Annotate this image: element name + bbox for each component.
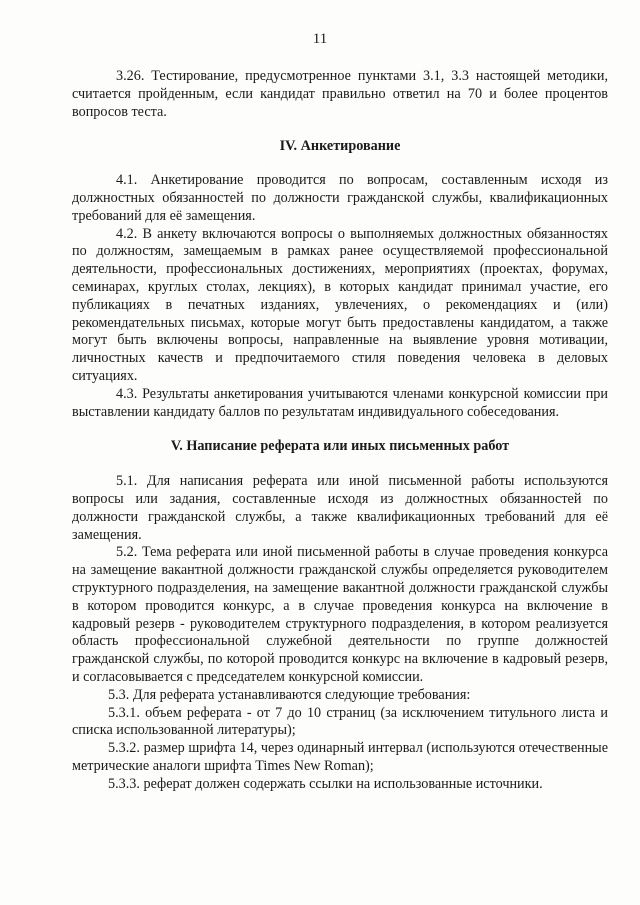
- paragraph-4-3: 4.3. Результаты анкетирования учитываются членами конкурсной комиссии при выставлении кандидату баллов по результатам индивидуального собеседования.: [72, 385, 608, 420]
- paragraph-5-3: 5.3. Для реферата устанавливаются следующие требования:: [108, 686, 471, 703]
- page-number: 11: [312, 31, 328, 47]
- paragraph-3-26: 3.26. Тестирование, предусмотренное пунктами 3.1, 3.3 настоящей методики, считается пройденным, если кандидат правильно ответил на 70 и более процентов вопросов теста.: [72, 68, 608, 120]
- paragraph-5-1: 5.1. Для написания реферата или иной письменной работы используются вопросы или задания, составленные исходя из должностных обязанностей по должности гражданской службы, а также квалификационных требований для её замещения.: [72, 473, 608, 543]
- paragraph-5-2: 5.2. Тема реферата или иной письменной работы в случае проведения конкурса на замещение вакантной должности гражданской службы определяется руководителем структурного подразделения, на замещение вакантной должности гражданской службы в котором проводится конкурс, а в случае проведения конкурса на включение в кадровый резерв - руководителем структурного подразделения, в котором реализуется область профессиональной служебной деятельности по группе должностей гражданской службы, по которой проводится конкурс на включение в кадровый резерв, и согласовывается с председателем конкурсной комиссии.: [72, 544, 608, 685]
- document-body: [72, 68, 608, 793]
- paragraph-5-3-3: 5.3.3. реферат должен содержать ссылки на использованные источники.: [108, 775, 543, 792]
- paragraph-4-2: 4.2. В анкету включаются вопросы о выполняемых должностных обязанностях по должностям, замещаемым в рамках ранее осуществляемой профессиональной деятельности, профессиональных достижениях, мероприятиях (проектах, форумах, семинарах, круглых столах, лекциях), в которых кандидат принимал участие, его публикациях в печатных изданиях, увлечениях, о рекомендациях и (или) рекомендательных письмах, которые могут быть предоставлены кандидатом, а также могут быть включены вопросы, направленные на выявление уровня мотивации, личностных качеств и предпочитаемого стиля поведения человека в деловых ситуациях.: [72, 225, 608, 384]
- section-5-heading: V. Написание реферата или иных письменных работ: [170, 438, 510, 455]
- section-4-heading: IV. Анкетирование: [279, 138, 401, 155]
- paragraph-5-3-1: 5.3.1. объем реферата - от 7 до 10 страниц (за исключением титульного листа и списка использованной литературы);: [72, 704, 608, 739]
- paragraph-4-1: 4.1. Анкетирование проводится по вопросам, составленным исходя из должностных обязанностей по должности гражданской службы, квалификационных требований для её замещения.: [72, 172, 608, 224]
- paragraph-5-3-2: 5.3.2. размер шрифта 14, через одинарный интервал (используются отечественные метрические аналоги шрифта Times New Roman);: [72, 740, 608, 774]
